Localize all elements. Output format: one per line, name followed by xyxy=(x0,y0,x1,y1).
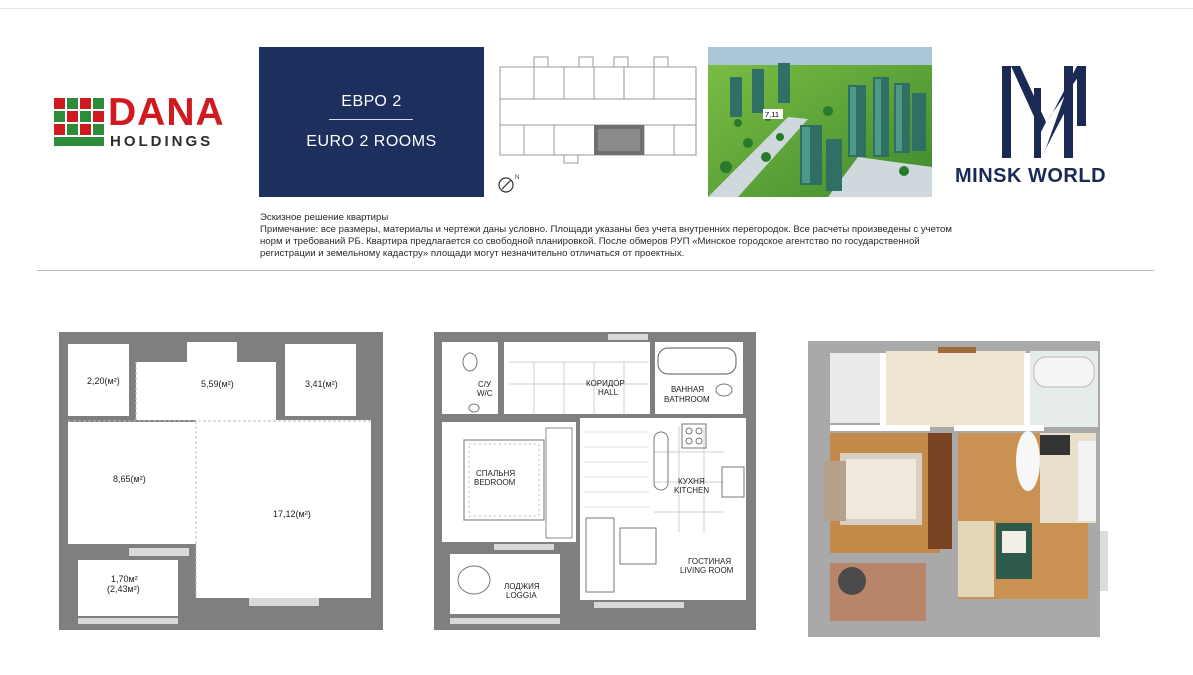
compass-label: N xyxy=(515,175,520,181)
area-label: 2,20(м²) xyxy=(87,376,120,386)
room-label: КОРИДОР xyxy=(586,379,625,388)
room-label: HALL xyxy=(598,388,619,397)
logo-square xyxy=(67,124,78,135)
logo-square xyxy=(93,124,104,135)
logo-square xyxy=(80,124,91,135)
render-tag: 7,11 xyxy=(765,110,780,119)
logo-square xyxy=(80,111,91,122)
area-label: 3,41(м²) xyxy=(305,379,338,389)
building-floor-plan xyxy=(494,47,702,197)
logo-square xyxy=(67,98,78,109)
district-render-image xyxy=(708,47,932,197)
apartment-type-box xyxy=(259,47,484,197)
area-label: 17,12(м²) xyxy=(273,509,311,519)
logo-square xyxy=(93,98,104,109)
logo-wordmark: DANA xyxy=(108,91,225,134)
section-divider xyxy=(37,270,1154,271)
room-label: LOGGIA xyxy=(506,591,537,600)
logo-square xyxy=(67,111,78,122)
logo-square xyxy=(80,98,91,109)
room-label: С/У xyxy=(478,380,492,389)
apartment-type-en: EURO 2 ROOMS xyxy=(306,133,437,150)
top-divider xyxy=(0,8,1193,9)
title-divider xyxy=(329,119,413,120)
room-label: СПАЛЬНЯ xyxy=(476,469,516,478)
room-label: BEDROOM xyxy=(474,478,516,487)
area-label: 1,70м² xyxy=(111,574,138,584)
mw-wordmark: MINSK WORLD xyxy=(955,165,1107,187)
area-plan xyxy=(59,332,383,630)
room-label: KITCHEN xyxy=(674,486,710,495)
area-label: (2,43м²) xyxy=(107,584,140,594)
room-label: LIVING ROOM xyxy=(680,566,734,575)
room-label: ГОСТИНАЯ xyxy=(688,557,732,566)
room-label: W/C xyxy=(477,389,493,398)
room-label: BATHROOM xyxy=(664,395,710,404)
logo-square xyxy=(54,111,65,122)
furnished-plan xyxy=(434,332,756,630)
area-label: 8,65(м²) xyxy=(113,474,146,484)
logo-square xyxy=(93,111,104,122)
apartment-type-ru: ЕВРО 2 xyxy=(341,93,402,110)
logo-square xyxy=(54,124,65,135)
logo-square xyxy=(54,137,104,146)
apartment-3d-render xyxy=(808,341,1108,637)
note-heading: Эскизное решение квартиры xyxy=(260,212,389,223)
mw-monogram-icon xyxy=(1000,62,1088,160)
note-text: Примечание: все размеры, материалы и чертежи даны условно. Площади указаны без учета внутренних перегородок. Все расчеты произведены с учетом норм и требований РБ. Квартира предлагается со свободной планировкой. После обмеров РУП «Минское городское агентство по государственной регистрации и земельному кадастру» площади могут незначительно отличаться от проектных. xyxy=(260,224,952,259)
area-label: 5,59(м²) xyxy=(201,379,234,389)
room-label: ЛОДЖИЯ xyxy=(504,582,540,591)
logo-square xyxy=(54,98,65,109)
room-label: КУХНЯ xyxy=(678,477,705,486)
logo-subtitle: HOLDINGS xyxy=(110,133,214,150)
room-label: ВАННАЯ xyxy=(671,385,705,394)
disclaimer-note xyxy=(260,212,960,260)
